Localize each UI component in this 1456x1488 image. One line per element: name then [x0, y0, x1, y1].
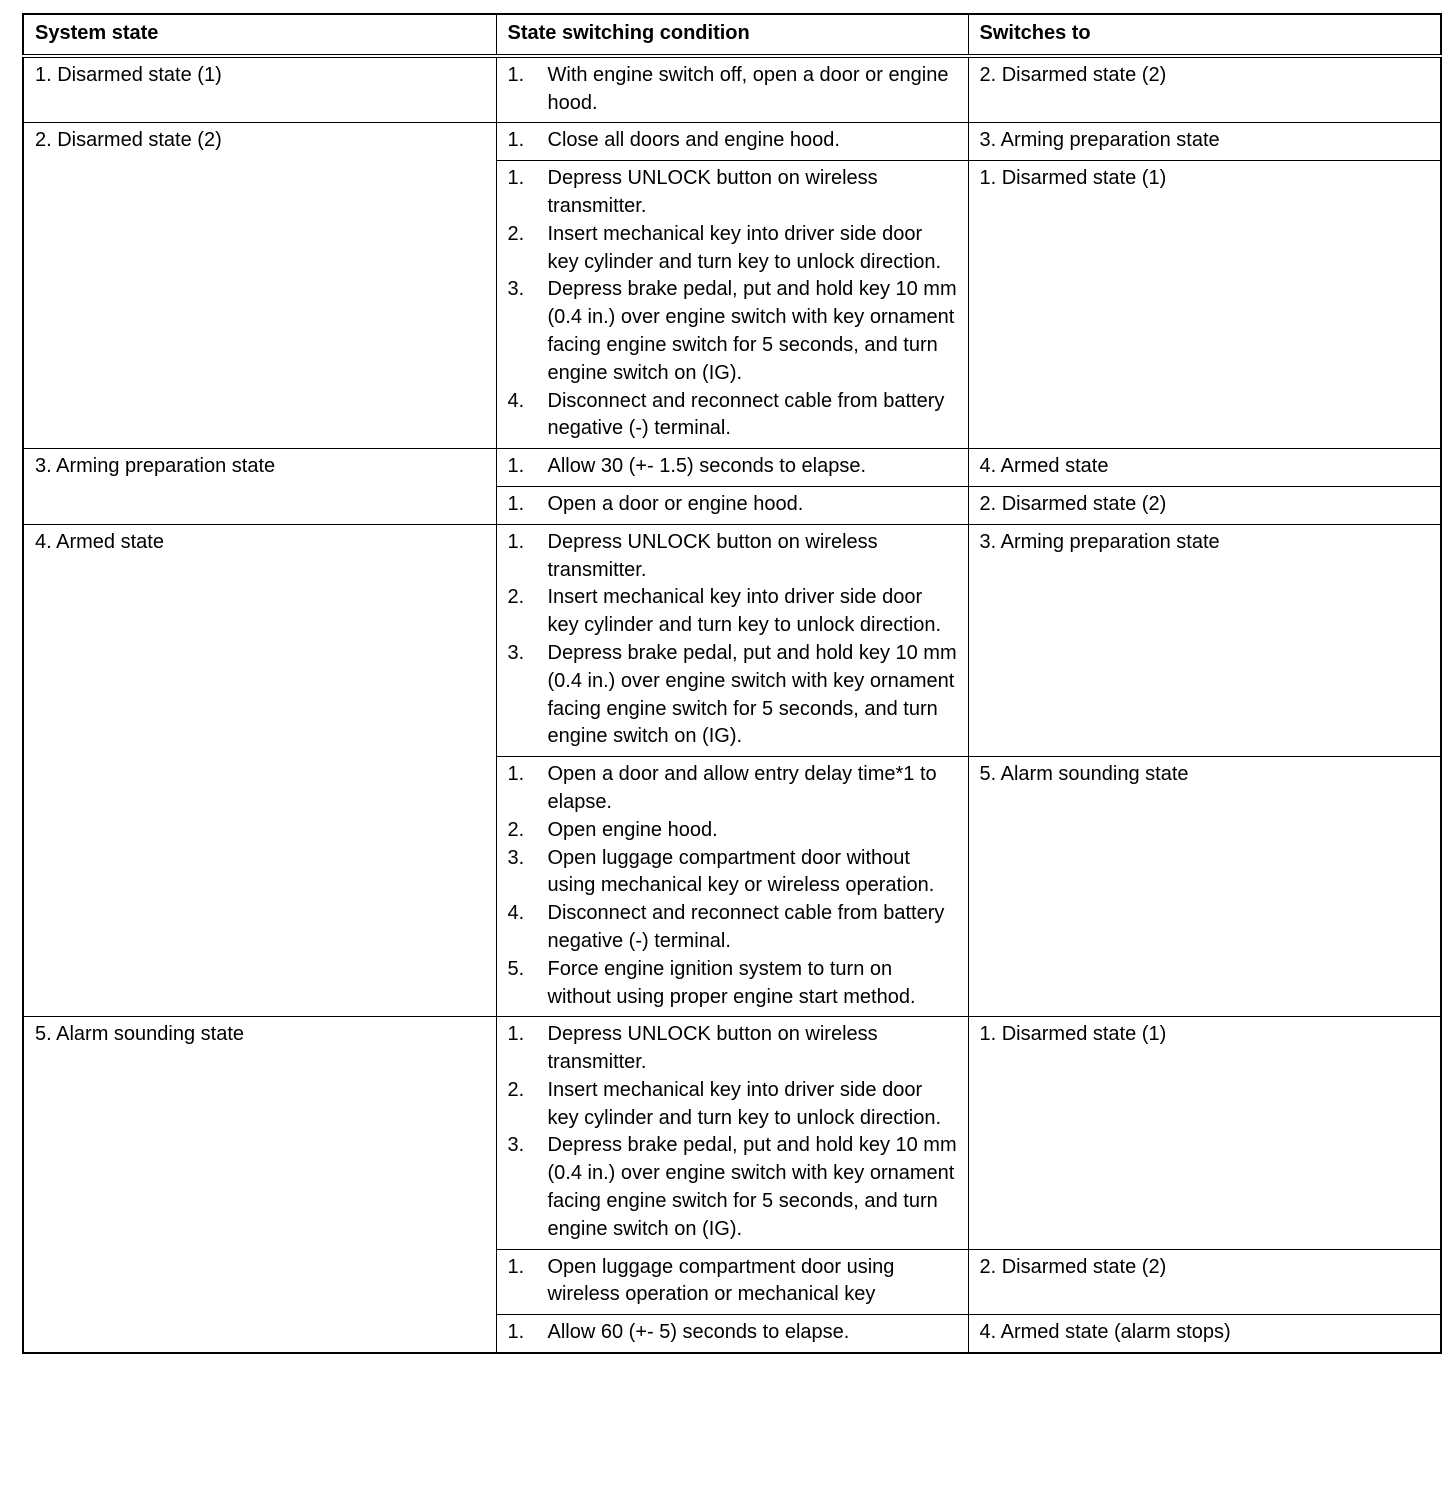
- condition-item: [508, 276, 958, 387]
- condition-number: 3.: [507, 278, 525, 301]
- condition-item: [508, 529, 958, 585]
- condition-list: [508, 1319, 958, 1347]
- table-row: [23, 1017, 1441, 1249]
- condition-number: 1.: [507, 167, 525, 190]
- table-body: [23, 56, 1441, 1353]
- condition-cell: [496, 123, 968, 161]
- condition-number: 1.: [507, 129, 525, 152]
- target-state-cell: 4. Armed state: [968, 449, 1441, 487]
- condition-cell: [496, 486, 968, 524]
- condition-item: [508, 584, 958, 640]
- condition-text: Allow 30 (+- 1.5) seconds to elapse.: [547, 455, 867, 478]
- condition-number: 3.: [507, 1134, 525, 1157]
- condition-cell: [496, 161, 968, 449]
- condition-item: [508, 221, 958, 277]
- table-row: [23, 56, 1441, 123]
- condition-item: [508, 640, 958, 751]
- header-row: [23, 14, 1441, 56]
- condition-item: [508, 761, 958, 817]
- condition-number: 1.: [507, 63, 525, 86]
- condition-text: Open luggage compartment door without using mechanical key or wireless operation.: [547, 846, 935, 897]
- condition-text: Depress brake pedal, put and hold key 10 mm (0.4 in.) over engine switch with key ornament facing engine switch for 5 seconds, and turn engine switch on (IG).: [547, 278, 957, 384]
- condition-item: [508, 453, 958, 481]
- condition-text: Force engine ignition system to turn on without using proper engine start method.: [547, 957, 916, 1008]
- condition-text: Open a door and allow entry delay time*1 to elapse.: [547, 763, 937, 813]
- condition-text: Depress brake pedal, put and hold key 10 mm (0.4 in.) over engine switch with key ornament facing engine switch for 5 seconds, and turn engine switch on (IG).: [547, 1134, 957, 1240]
- condition-number: 1.: [507, 455, 525, 478]
- condition-cell: [496, 56, 968, 123]
- condition-number: 3.: [507, 846, 525, 869]
- condition-item: [508, 127, 958, 155]
- condition-text: Open a door or engine hood.: [547, 492, 804, 515]
- condition-cell: [496, 1017, 968, 1249]
- condition-number: 1.: [507, 763, 525, 786]
- condition-number: 4.: [507, 389, 525, 412]
- condition-text: Depress UNLOCK button on wireless transmitter.: [547, 167, 878, 217]
- condition-text: With engine switch off, open a door or engine hood.: [547, 63, 949, 114]
- condition-number: 2.: [507, 1078, 525, 1101]
- condition-list: [508, 62, 958, 118]
- table-row: [23, 449, 1441, 487]
- condition-text: Depress UNLOCK button on wireless transmitter.: [547, 530, 878, 581]
- condition-cell: [496, 1315, 968, 1353]
- condition-text: Depress UNLOCK button on wireless transmitter.: [547, 1023, 878, 1074]
- condition-item: [508, 845, 958, 901]
- condition-cell: [496, 757, 968, 1017]
- condition-list: [508, 1254, 958, 1310]
- state-transition-table: [22, 13, 1442, 1354]
- column-header-condition: State switching condition: [496, 14, 968, 56]
- target-state-cell: 2. Disarmed state (2): [968, 56, 1441, 123]
- condition-text: Depress brake pedal, put and hold key 10 mm (0.4 in.) over engine switch with key ornament facing engine switch for 5 seconds, and turn engine switch on (IG).: [547, 641, 957, 748]
- column-header-switches-to: Switches to: [968, 14, 1441, 56]
- condition-text: Disconnect and reconnect cable from battery negative (-) terminal.: [547, 902, 945, 952]
- condition-list: [508, 127, 958, 155]
- condition-number: 2.: [507, 818, 525, 841]
- condition-list: [508, 491, 958, 519]
- condition-number: 1.: [507, 1023, 525, 1046]
- condition-number: 1.: [507, 530, 525, 553]
- condition-item: [508, 62, 958, 118]
- condition-cell: [496, 1249, 968, 1315]
- condition-number: 5.: [507, 957, 525, 980]
- condition-item: [508, 956, 958, 1012]
- condition-number: 2.: [507, 222, 525, 245]
- condition-text: Open engine hood.: [547, 818, 718, 841]
- table-header: [23, 14, 1441, 56]
- condition-list: [508, 165, 958, 443]
- condition-list: [508, 529, 958, 751]
- target-state-cell: 3. Arming preparation state: [968, 524, 1441, 756]
- condition-cell: [496, 449, 968, 487]
- condition-number: 4.: [507, 902, 525, 925]
- condition-number: 1.: [507, 492, 525, 515]
- condition-item: [508, 817, 958, 845]
- condition-number: 2.: [507, 586, 525, 609]
- condition-text: Insert mechanical key into driver side door key cylinder and turn key to unlock direction.: [547, 1078, 942, 1129]
- table-row: [23, 123, 1441, 161]
- system-state-cell: 2. Disarmed state (2): [23, 123, 496, 449]
- condition-text: Close all doors and engine hood.: [547, 129, 840, 152]
- condition-item: [508, 1077, 958, 1133]
- condition-text: Insert mechanical key into driver side door key cylinder and turn key to unlock direction.: [547, 222, 942, 273]
- table-row: [23, 524, 1441, 756]
- condition-item: [508, 1021, 958, 1077]
- condition-text: Insert mechanical key into driver side door key cylinder and turn key to unlock direction.: [547, 586, 942, 637]
- condition-cell: [496, 524, 968, 756]
- condition-text: Allow 60 (+- 5) seconds to elapse.: [547, 1321, 850, 1344]
- column-header-system-state: System state: [23, 14, 496, 56]
- condition-item: [508, 388, 958, 444]
- condition-number: 1.: [507, 1255, 525, 1278]
- condition-item: [508, 1319, 958, 1347]
- condition-text: Disconnect and reconnect cable from battery negative (-) terminal.: [547, 389, 945, 440]
- condition-text: Open luggage compartment door using wireless operation or mechanical key: [547, 1255, 895, 1306]
- condition-list: [508, 1021, 958, 1243]
- condition-list: [508, 453, 958, 481]
- condition-number: 3.: [507, 641, 525, 664]
- target-state-cell: 2. Disarmed state (2): [968, 1249, 1441, 1315]
- system-state-cell: 3. Arming preparation state: [23, 449, 496, 525]
- condition-item: [508, 491, 958, 519]
- target-state-cell: 3. Arming preparation state: [968, 123, 1441, 161]
- target-state-cell: 4. Armed state (alarm stops): [968, 1315, 1441, 1353]
- condition-number: 1.: [507, 1321, 525, 1344]
- target-state-cell: 2. Disarmed state (2): [968, 486, 1441, 524]
- condition-item: [508, 1254, 958, 1310]
- condition-item: [508, 1132, 958, 1243]
- condition-item: [508, 165, 958, 221]
- system-state-cell: 4. Armed state: [23, 524, 496, 1017]
- target-state-cell: 5. Alarm sounding state: [968, 757, 1441, 1017]
- system-state-cell: 1. Disarmed state (1): [23, 56, 496, 123]
- condition-list: [508, 761, 958, 1011]
- system-state-cell: 5. Alarm sounding state: [23, 1017, 496, 1353]
- condition-item: [508, 900, 958, 956]
- target-state-cell: 1. Disarmed state (1): [968, 1017, 1441, 1249]
- target-state-cell: 1. Disarmed state (1): [968, 161, 1441, 449]
